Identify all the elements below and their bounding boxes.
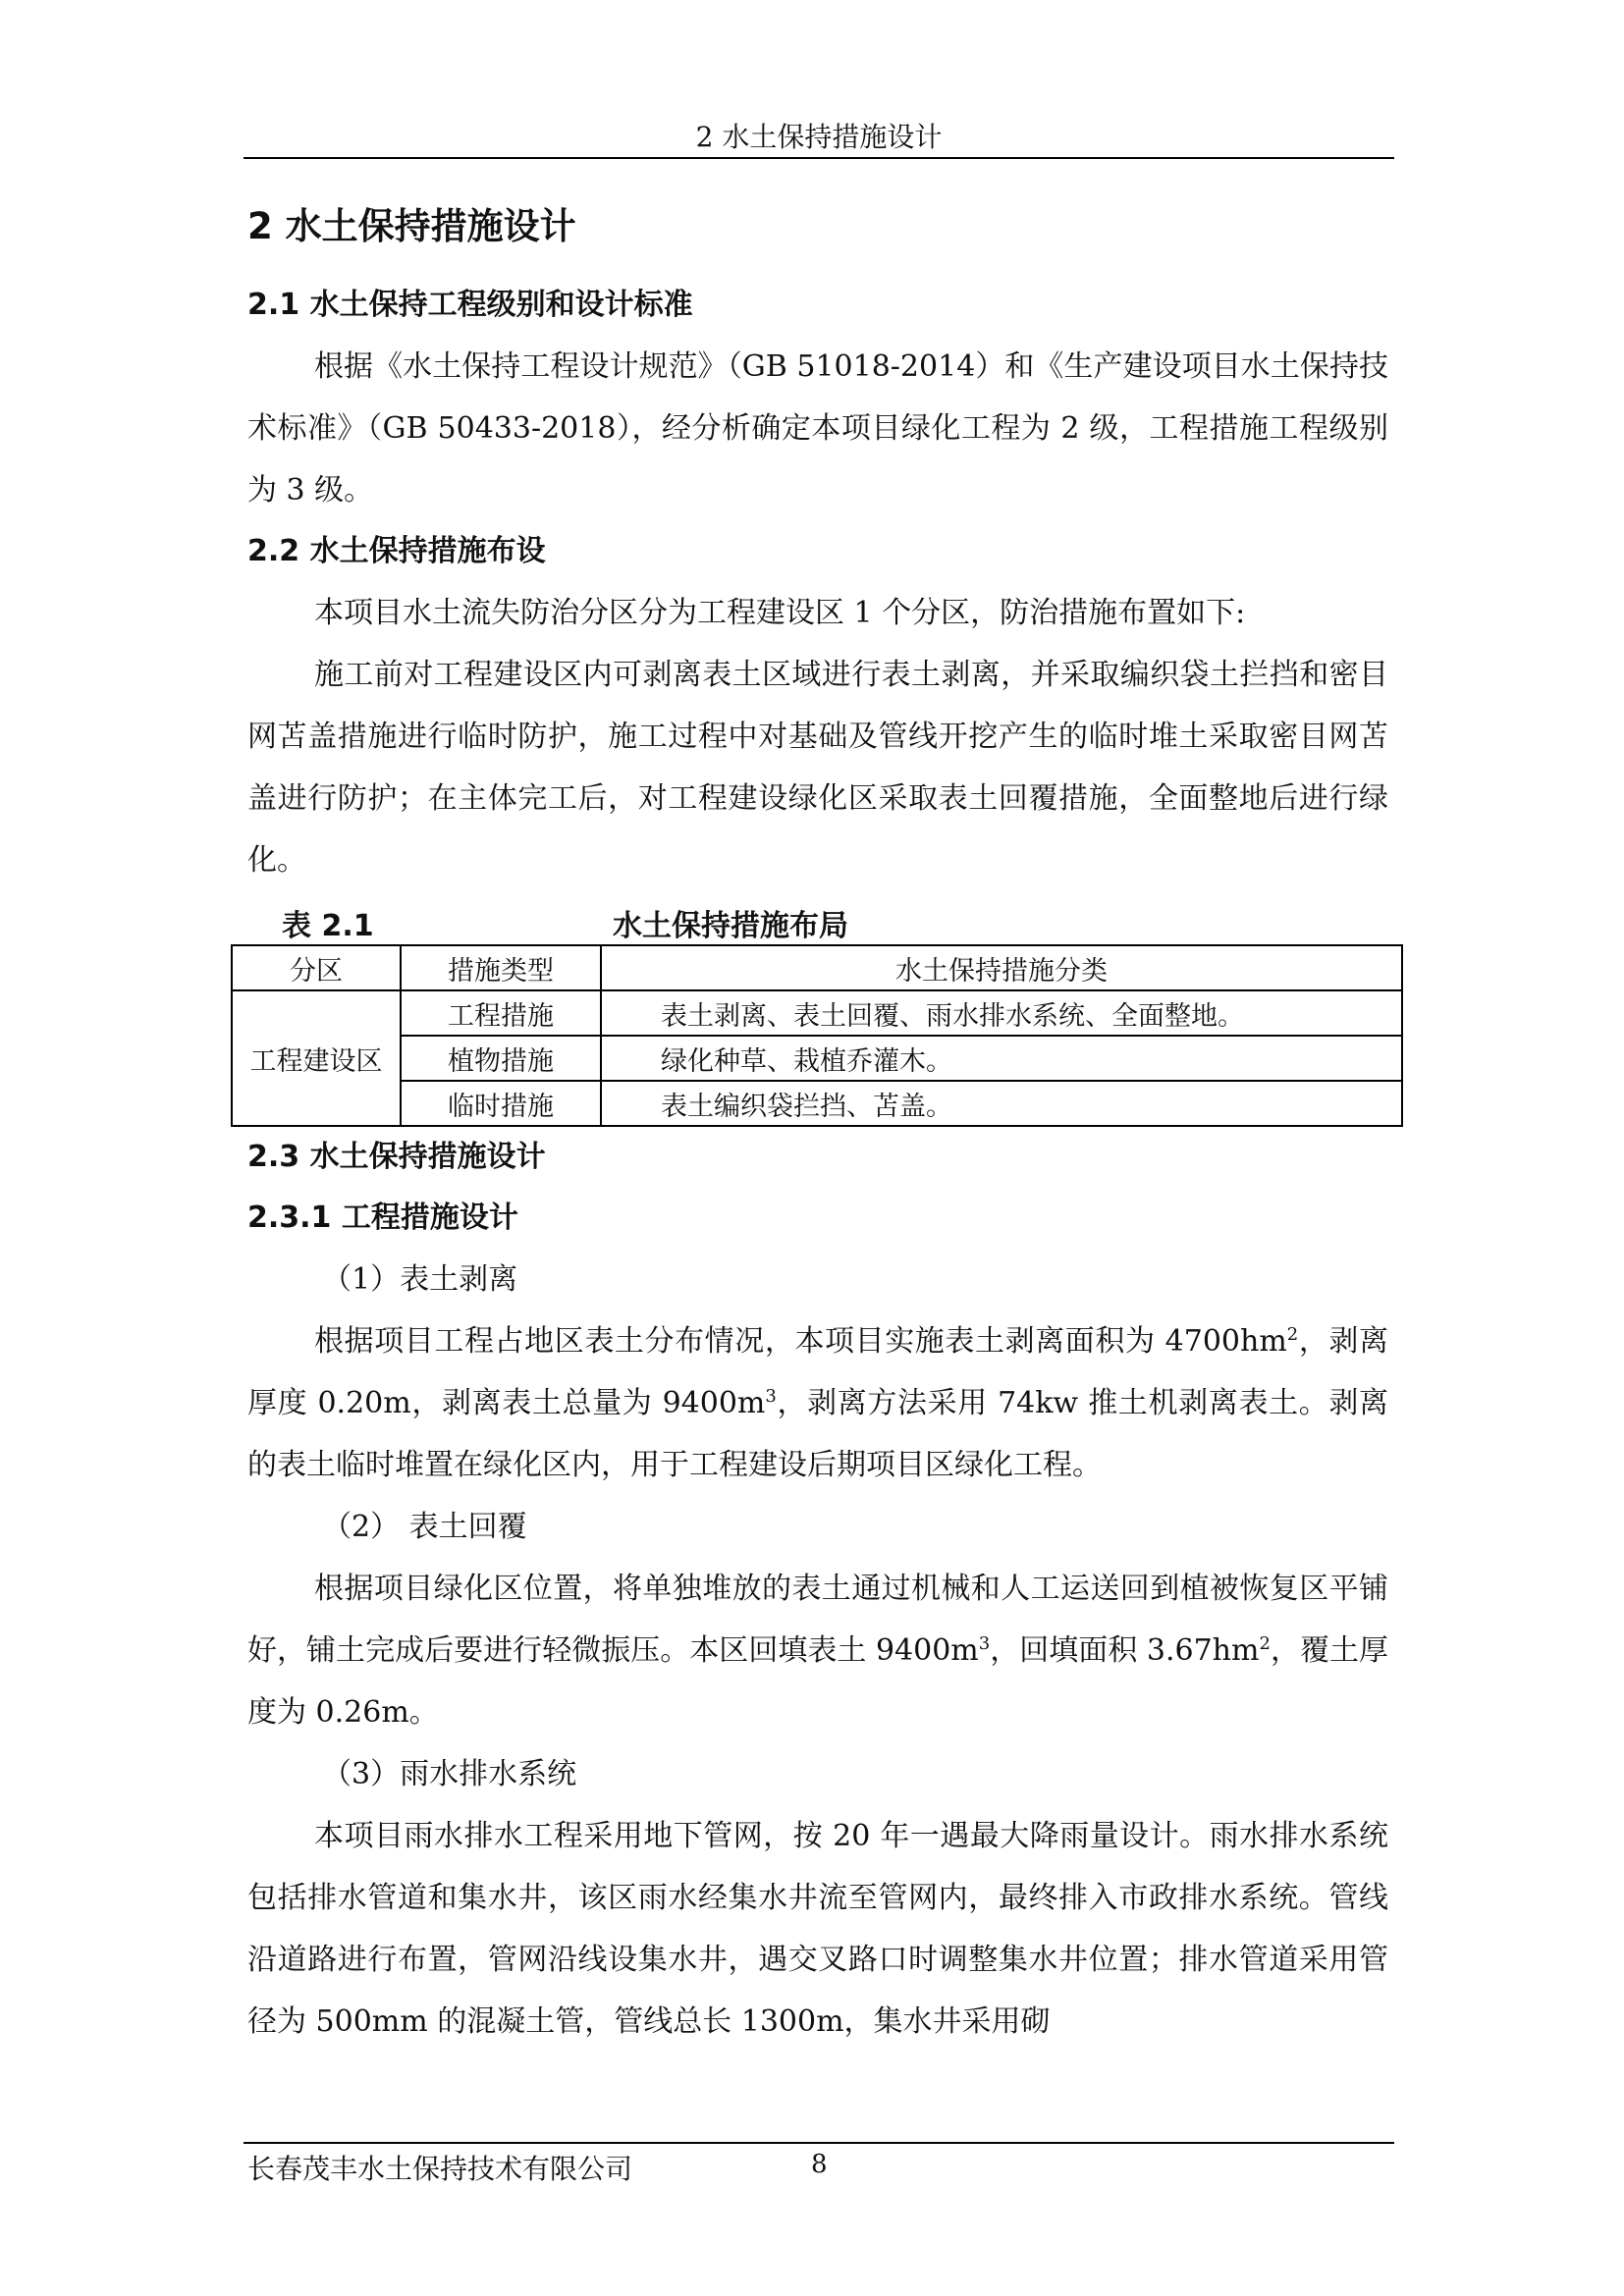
table-number: 表 2.1 (282, 909, 374, 943)
item-title: （1）表土剥离 (322, 1262, 518, 1297)
footer-divider (244, 2142, 1394, 2144)
text-run: ，剥离厚度 0.20m，剥离表土总量为 9400m (247, 1324, 1389, 1420)
type-cell: 临时措施 (401, 1081, 601, 1126)
paragraph (247, 1310, 1388, 1496)
text-run: ，覆土厚度为 0.26m。 (247, 1633, 1388, 1730)
paragraph (247, 1558, 1388, 1743)
superscript: 3 (978, 1633, 991, 1654)
paragraph: 根据《水土保持工程设计规范》（GB 51018-2014）和《生产建设项目水土保持技术标准》（GB 50433-2018），经分析确定本项目绿化工程为 2 级，工程措施工程级别为 3 级。 (247, 349, 1388, 507)
table-row (232, 1036, 1402, 1081)
paragraph: 本项目雨水排水工程采用地下管网，按 20 年一遇最大降雨量设计。雨水排水系统包括排水管道和集水井，该区雨水经集水井流至管网内，最终排入市政排水系统。管线沿道路进行布置，管网沿线设集水井，遇交叉路口时调整集水井位置；排水管道采用管径为 500mm 的混凝土管，管线总长 1300m，集水井采用砌 (247, 1819, 1388, 2039)
superscript: 2 (1286, 1324, 1299, 1345)
running-header: 2 水土保持措施设计 (695, 121, 943, 153)
table-row (232, 990, 1402, 1036)
header-divider (244, 157, 1394, 159)
type-cell: 工程措施 (401, 990, 601, 1036)
item-title: （2） 表土回覆 (322, 1510, 527, 1544)
section-heading-2-2: 2.2 水土保持措施布设 (247, 534, 546, 568)
table-row (232, 1081, 1402, 1126)
table-title: 水土保持措施布局 (613, 909, 848, 943)
items-cell: 绿化种草、栽植乔灌木。 (601, 1036, 1402, 1081)
text-run: ，回填面积 3.67hm (990, 1633, 1260, 1668)
table-header-row (232, 945, 1402, 990)
table-caption (247, 891, 1388, 944)
page-body (247, 192, 1388, 2053)
section-heading-2-1: 2.1 水土保持工程级别和设计标准 (247, 288, 693, 322)
items-cell: 表土剥离、表土回覆、雨水排水系统、全面整地。 (601, 990, 1402, 1036)
text-run: 根据项目绿化区位置，将单独堆放的表土通过机械和人工运送回到植被恢复区平铺好，铺土完成后要进行轻微振压。本区回填表土 9400m (247, 1572, 1388, 1668)
paragraph: 施工前对工程建设区内可剥离表土区域进行表土剥离，并采取编织袋土拦挡和密目网苫盖措施进行临时防护，施工过程中对基础及管线开挖产生的临时堆土采取密目网苫盖进行防护；在主体完工后，对工程建设绿化区采取表土回覆措施，全面整地后进行绿化。 (247, 658, 1388, 878)
item-title: （3）雨水排水系统 (322, 1757, 577, 1791)
subsection-heading-2-3-1: 2.3.1 工程措施设计 (247, 1201, 518, 1235)
text-run: 根据项目工程占地区表土分布情况，本项目实施表土剥离面积为 4700hm (314, 1324, 1287, 1359)
items-cell: 表土编织袋拦挡、苫盖。 (601, 1081, 1402, 1126)
text-run: ，剥离方法采用 74kw 推土机剥离表土。剥离的表土临时堆置在绿化区内，用于工程建设后期项目区绿化工程。 (247, 1386, 1388, 1482)
superscript: 2 (1259, 1633, 1271, 1654)
type-cell: 植物措施 (401, 1036, 601, 1081)
column-header: 分区 (232, 945, 401, 990)
page-number: 8 (811, 2150, 828, 2179)
paragraph: 本项目水土流失防治分区分为工程建设区 1 个分区，防治措施布置如下: (314, 596, 1246, 630)
column-header: 水土保持措施分类 (601, 945, 1402, 990)
footer-company: 长春茂丰水土保持技术有限公司 (247, 2153, 633, 2185)
superscript: 3 (765, 1386, 777, 1407)
chapter-title: 2 水土保持措施设计 (247, 205, 576, 247)
measures-table (231, 944, 1403, 1127)
column-header: 措施类型 (401, 945, 601, 990)
section-heading-2-3: 2.3 水土保持措施设计 (247, 1140, 546, 1174)
zone-cell: 工程建设区 (232, 990, 401, 1126)
